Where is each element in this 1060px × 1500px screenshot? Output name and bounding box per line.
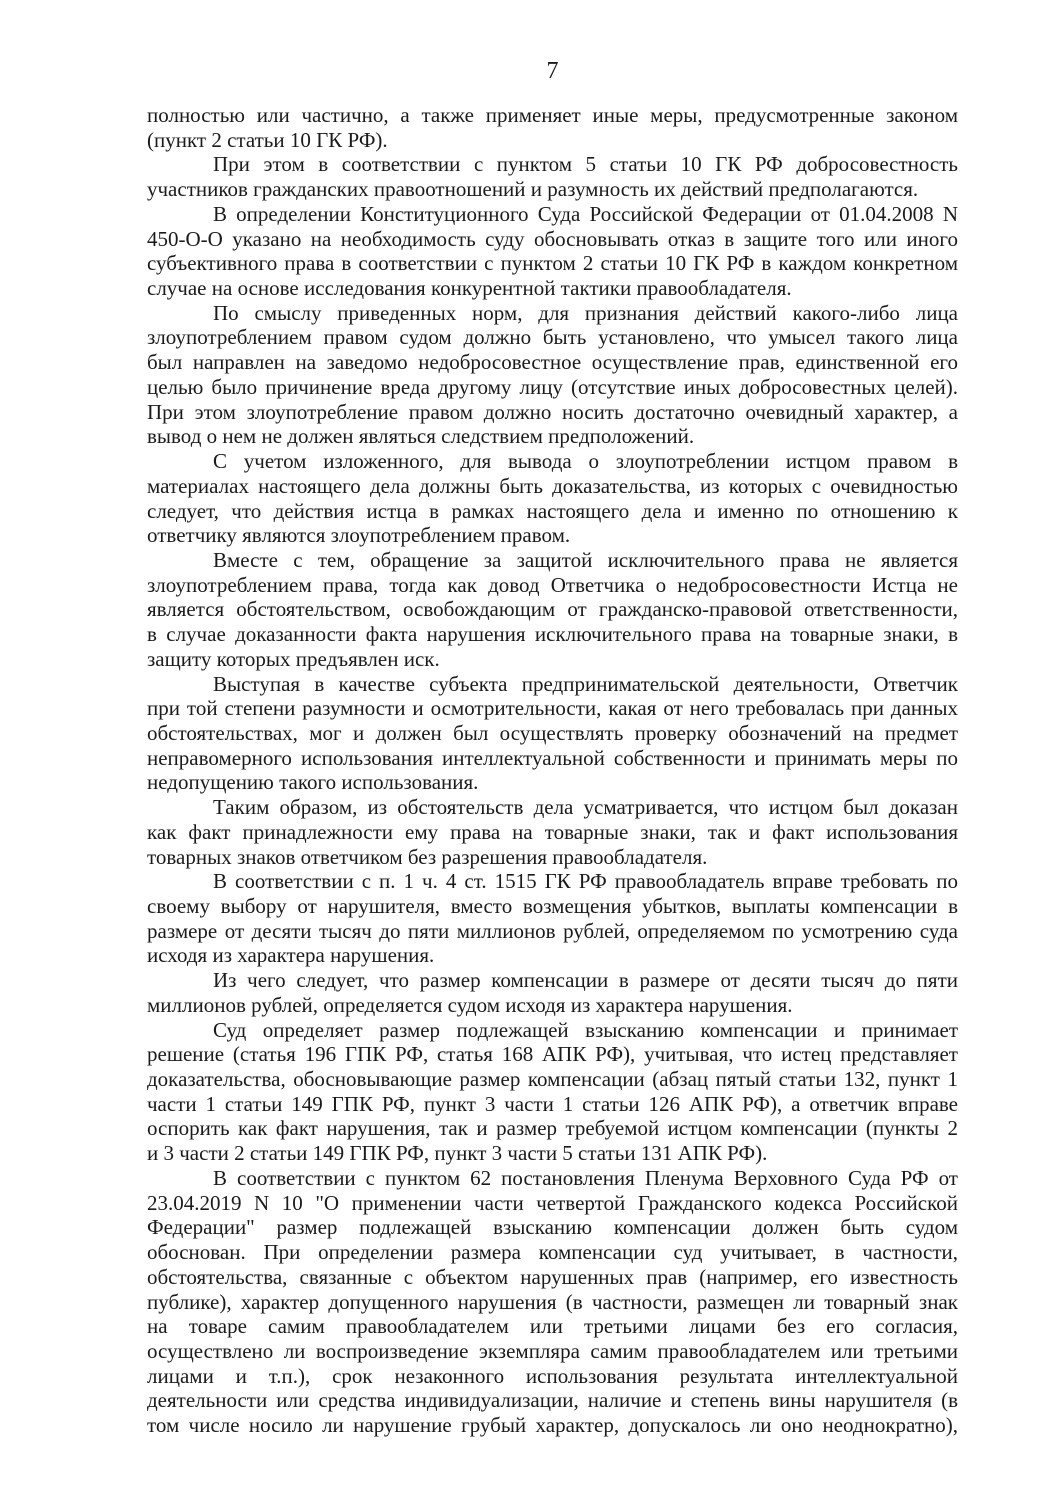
- page-number: 7: [546, 58, 559, 84]
- text-line: случае на основе исследования конкурентной тактики правообладателя.: [147, 276, 792, 301]
- text-line: следует, что действия истца в рамках настоящего дела и именно по отношению к: [147, 498, 958, 523]
- text-line: публике), характер допущенного нарушения (в частности, размещен ли товарный знак: [147, 1289, 958, 1314]
- text-line: лицами и т.п.), срок незаконного использования результата интеллектуальной: [147, 1363, 958, 1388]
- text-line: При этом злоупотребление правом должно носить достаточно очевидный характер, а: [147, 399, 958, 424]
- text-line: своему выбору от нарушителя, вместо возмещения убытков, выплаты компенсации в: [147, 894, 958, 918]
- text-line: недопущению такого использования.: [147, 770, 479, 795]
- text-line: и 3 части 2 статьи 149 ГПК РФ, пункт 3 части 5 статьи 131 АПК РФ).: [147, 1141, 768, 1166]
- text-line: неправомерного использования интеллектуальной собственности и принимать меры по: [147, 745, 958, 770]
- text-line: вывод о нем не должен являться следствием предположений.: [147, 424, 695, 449]
- text-line: в случае доказанности факта нарушения исключительного права на товарные знаки, в: [147, 622, 958, 647]
- paragraph: [147, 202, 958, 301]
- text-line: товарных знаков ответчиком без разрешения правообладателя.: [147, 844, 708, 869]
- text-line: субъективного права в соответствии с пунктом 2 статьи 10 ГК РФ в каждом конкретном: [147, 251, 958, 276]
- text-line: С учетом изложенного, для вывода о злоупотреблении истцом правом в: [213, 449, 958, 474]
- text-line: участников гражданских правоотношений и разумность их действий предполагаются.: [147, 177, 919, 202]
- text-line: доказательства, обосновывающие размер компенсации (абзац пятый статьи 132, пункт 1: [147, 1067, 958, 1092]
- paragraph: [147, 152, 958, 201]
- text-line: обстоятельства, связанные с объектом нарушенных прав (например, его известность: [147, 1264, 958, 1289]
- paragraph: [147, 968, 958, 1017]
- text-line: В соответствии с п. 1 ч. 4 ст. 1515 ГК РФ правообладатель вправе требовать по: [213, 869, 958, 894]
- text-line: Таким образом, из обстоятельств дела усматривается, что истцом был доказан: [213, 795, 958, 820]
- text-line: оспорить как факт нарушения, так и размер требуемой истцом компенсации (пункты 2: [147, 1116, 958, 1141]
- text-line: 450-О-О указано на необходимость суду обосновывать отказ в защите того или иного: [147, 226, 958, 251]
- text-line: на товаре самим правообладателем или третьими лицами без его согласия,: [147, 1314, 958, 1339]
- paragraph: [147, 1166, 958, 1438]
- paragraph: [147, 795, 958, 869]
- paragraph: [147, 869, 958, 968]
- text-line: осуществлено ли воспроизведение экземпляра самим правообладателем или третьими: [147, 1338, 958, 1363]
- text-line: защиту которых предъявлен иск.: [147, 646, 440, 671]
- paragraph: [147, 672, 958, 796]
- text-line: является обстоятельством, освобождающим от гражданско-правовой ответственности,: [147, 597, 958, 622]
- text-line: При этом в соответствии с пунктом 5 статьи 10 ГК РФ добросовестность: [213, 152, 958, 177]
- text-line: Суд определяет размер подлежащей взысканию компенсации и принимает: [213, 1017, 958, 1042]
- text-line: Вместе с тем, обращение за защитой исключительного права не является: [213, 547, 958, 572]
- text-line: решение (статья 196 ГПК РФ, статья 168 АПК РФ), учитывая, что истец представляет: [147, 1042, 958, 1067]
- text-line: Федерации" размер подлежащей взысканию компенсации должен быть судом: [147, 1215, 958, 1240]
- text-line: части 1 статьи 149 ГПК РФ, пункт 3 части 1 статьи 126 АПК РФ), а ответчик вправе: [147, 1091, 958, 1116]
- text-line: злоупотреблением правом судом должно быть установлено, что умысел такого лица: [147, 325, 958, 350]
- text-line: при той степени разумности и осмотрительности, какая от него требовалась при данных: [147, 696, 958, 721]
- text-line: По смыслу приведенных норм, для признания действий какого-либо лица: [213, 300, 958, 325]
- document-body: [147, 103, 958, 1438]
- text-line: размере от десяти тысяч до пяти миллионов рублей, определяемом по усмотрению суда: [147, 918, 958, 943]
- text-line: обоснован. При определении размера компенсации суд учитывает, в частности,: [147, 1240, 958, 1265]
- text-line: Выступая в качестве субъекта предпринимательской деятельности, Ответчик: [213, 671, 958, 696]
- text-line: полностью или частично, а также применяет иные меры, предусмотренные законом: [147, 103, 958, 127]
- paragraph: [147, 1018, 958, 1166]
- text-line: том числе носило ли нарушение грубый характер, допускалось ли оно неоднократно),: [147, 1413, 958, 1438]
- text-line: В определении Конституционного Суда Российской Федерации от 01.04.2008 N: [213, 201, 958, 226]
- text-line: обстоятельствах, мог и должен был осуществлять проверку обозначений на предмет: [147, 720, 958, 745]
- text-line: злоупотреблением права, тогда как довод Ответчика о недобросовестности Истца не: [147, 572, 958, 597]
- text-line: В соответствии с пунктом 62 постановления Пленума Верховного Суда РФ от: [213, 1165, 958, 1190]
- text-line: был направлен на заведомо недобросовестное осуществление прав, единственной его: [147, 350, 958, 375]
- paragraph: [147, 449, 958, 548]
- paragraph: [147, 301, 958, 449]
- text-line: Из чего следует, что размер компенсации в размере от десяти тысяч до пяти: [213, 968, 958, 993]
- text-line: материалах настоящего дела должны быть доказательства, из которых с очевидностью: [147, 473, 958, 498]
- paragraph: [147, 548, 958, 672]
- text-line: ответчику являются злоупотреблением правом.: [147, 523, 571, 548]
- text-line: (пункт 2 статьи 10 ГК РФ).: [147, 127, 388, 152]
- text-line: исходя из характера нарушения.: [147, 943, 435, 968]
- text-line: 23.04.2019 N 10 "О применении части четвертой Гражданского кодекса Российской: [147, 1190, 958, 1215]
- text-line: деятельности или средства индивидуализации, наличие и степень вины нарушителя (в: [147, 1388, 958, 1413]
- paragraph: [147, 103, 958, 152]
- text-line: миллионов рублей, определяется судом исходя из характера нарушения.: [147, 992, 793, 1017]
- text-line: как факт принадлежности ему права на товарные знаки, так и факт использования: [147, 819, 958, 844]
- text-line: целью было причинение вреда другому лицу (отсутствие иных добросовестных целей).: [147, 374, 958, 399]
